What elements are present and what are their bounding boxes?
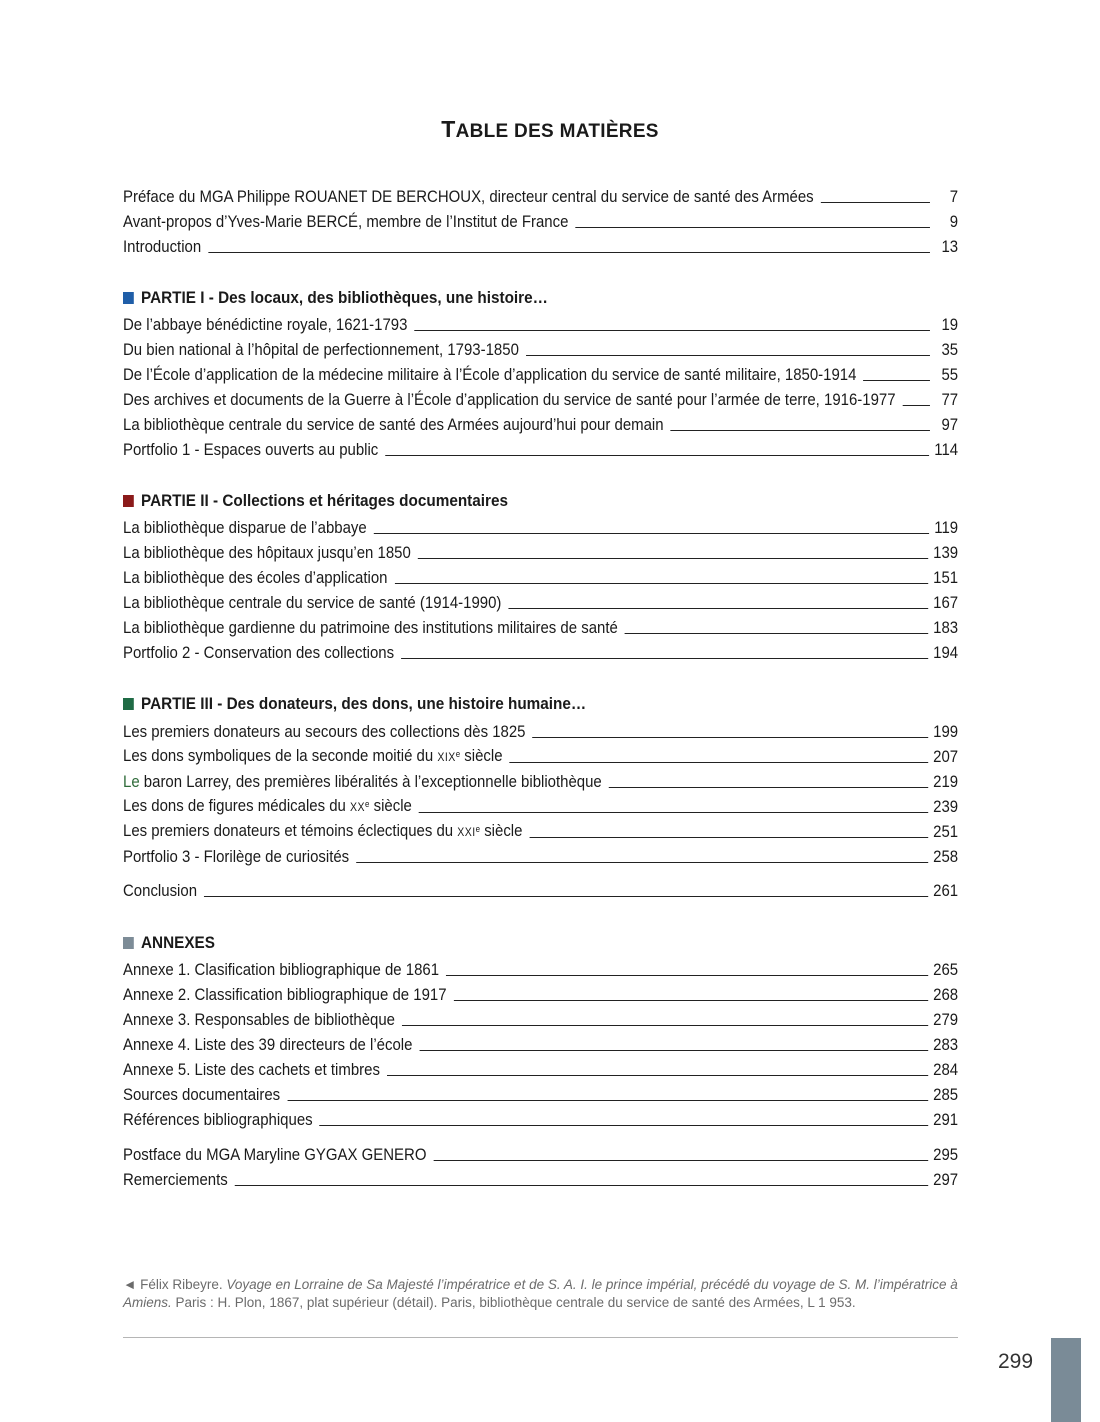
entry-label: Annexe 1. Clasification bibliographique de 1861 [123,960,440,979]
entry-page: 239 [933,797,959,816]
toc-entry[interactable] [123,980,958,1005]
entry-label: La bibliothèque disparue de l’abbaye [123,518,367,537]
leader-line [526,355,930,356]
label-text: Les dons de figures médicales du [123,796,351,815]
entry-page: 285 [933,1085,959,1104]
leader-line [385,455,929,456]
entry-page: 219 [933,772,959,791]
leader-line [419,812,928,813]
entry-page: 151 [933,568,959,587]
caption-details: Paris : H. Plon, 1867, plat supérieur (détail). Paris, bibliothèque centrale du service de santé des Armées, L 1 953. [171,1295,856,1310]
label-text: siècle [480,821,523,840]
entry-page: 194 [933,643,959,662]
entry-label: La bibliothèque centrale du service de santé (1914-1990) [123,593,502,612]
entry-label: Portfolio 1 - Espaces ouverts au public [123,440,379,459]
superscript: e [475,824,481,834]
part-1-title: PARTIE I - Des locaux, des bibliothèques, une histoire… [141,288,548,307]
toc-entry[interactable] [123,717,958,742]
leader-line [821,202,930,203]
toc-entry[interactable] [123,842,958,867]
annexes-heading [123,932,215,954]
leader-line [235,1185,928,1186]
label-text: siècle [460,746,503,765]
leader-line [510,762,928,763]
leader-line [903,405,930,406]
entry-label: Annexe 5. Liste des cachets et timbres [123,1060,380,1079]
label-text: Les dons symboliques de la seconde moitié du [123,746,438,765]
leader-line [387,1075,928,1076]
side-tab-marker [1051,1338,1081,1422]
part-3-color-square [123,698,134,710]
leader-line [402,1025,928,1026]
entry-label: Du bien national à l’hôpital de perfectionnement, 1793-1850 [123,340,519,359]
leader-line [374,533,929,534]
entry-label: Les premiers donateurs au secours des collections dès 1825 [123,722,526,741]
annexes-color-square [123,937,134,949]
entry-label: Des archives et documents de la Guerre à l’École d’application du service de santé pour l’armée de terre, 1916-1977 [123,390,896,409]
entry-page: 9 [949,212,959,231]
leader-line [609,787,928,788]
entry-label: La bibliothèque des écoles d’application [123,568,388,587]
entry-page: 265 [933,960,959,979]
title-initial: T [441,116,456,142]
toc-entry[interactable] [123,767,958,792]
century-numeral: XIX [437,750,456,764]
entry-page: 139 [933,543,959,562]
part-2-title: PARTIE II - Collections et héritages documentaires [141,491,509,510]
leader-line [320,1125,928,1126]
leader-line [533,737,928,738]
toc-entry[interactable] [123,385,958,410]
entry-page: 55 [941,365,959,384]
entry-label: Références bibliographiques [123,1110,313,1129]
toc-entry[interactable] [123,742,958,767]
leader-line [454,1000,928,1001]
toc-entry[interactable] [123,563,958,588]
toc-entry[interactable] [123,588,958,613]
label-text: baron Larrey, des premières libéralités à l’exceptionnelle bibliothèque [139,772,602,791]
title-rest: ABLE DES MATIÈRES [455,121,659,142]
leader-line [625,633,928,634]
entry-page: 207 [933,747,959,766]
entry-page: 284 [933,1060,959,1079]
caption-title: Voyage en Lorraine de Sa Majesté l’impératrice et de S. A. I. le prince impérial, précédé du voyage de S. M. l’impératrice à Amiens. [123,1277,958,1310]
superscript: e [365,799,370,809]
century-numeral: XX [350,800,366,814]
entry-label: Annexe 3. Responsables de bibliothèque [123,1010,395,1029]
part-1-color-square [123,292,134,304]
leader-line [863,380,929,381]
entry-label: Annexe 2. Classification bibliographique de 1917 [123,985,447,1004]
toc-entry-avant-propos[interactable] [123,207,958,232]
entry-label: Introduction [123,237,202,256]
leader-line [418,558,928,559]
entry-page: 35 [941,340,959,359]
entry-page: 258 [933,847,959,866]
entry-page: 279 [933,1010,959,1029]
entry-label [123,772,609,792]
page-number: 299 [998,1350,1034,1373]
part-2-color-square [123,495,134,507]
label-text: Les premiers donateurs et témoins éclectiques du [123,821,458,840]
toc-entry[interactable] [123,513,958,538]
superscript: e [455,749,461,759]
entry-page: 119 [934,518,959,537]
entry-page: 114 [934,440,959,459]
label-article: Le [123,772,140,791]
page-title [0,116,1100,143]
entry-page: 268 [933,985,959,1004]
entry-page: 13 [941,237,959,256]
left-arrow-icon: ◄ [123,1277,137,1292]
part-1-heading [123,287,548,309]
leader-line [419,1050,927,1051]
entry-label: La bibliothèque des hôpitaux jusqu’en 1850 [123,543,411,562]
entry-page: 199 [933,722,959,741]
entry-page: 97 [941,415,959,434]
caption-divider [123,1337,958,1338]
toc-entry[interactable] [123,538,958,563]
leader-line [208,252,930,253]
toc-entry[interactable] [123,613,958,638]
image-caption [123,1276,958,1312]
annexes-title: ANNEXES [141,933,215,952]
toc-entry[interactable] [123,955,958,980]
entry-label: De l’abbaye bénédictine royale, 1621-1793 [123,315,408,334]
entry-page: 7 [949,187,959,206]
toc-entry[interactable] [123,817,958,842]
entry-label: Préface du MGA Philippe ROUANET DE BERCHOUX, directeur central du service de santé des Armées [123,187,814,206]
toc-entry[interactable] [123,1030,958,1055]
entry-page: 283 [933,1035,959,1054]
leader-line [356,862,928,863]
entry-label [123,746,510,767]
entry-label: Conclusion [123,881,198,900]
toc-entry[interactable] [123,1105,958,1130]
toc-entry[interactable] [123,360,958,385]
toc-entry[interactable] [123,1005,958,1030]
entry-page: 167 [933,593,959,612]
part-3-heading [123,693,586,715]
entry-label: Sources documentaires [123,1085,281,1104]
toc-entry[interactable] [123,310,958,335]
entry-label: La bibliothèque centrale du service de santé des Armées aujourd’hui pour demain [123,415,664,434]
toc-entry[interactable] [123,435,958,460]
entry-page: 251 [933,822,959,841]
toc-entry-introduction[interactable] [123,232,958,257]
part-3-title: PARTIE III - Des donateurs, des dons, une histoire humaine… [141,694,587,713]
entry-label [123,821,529,842]
entry-label: Annexe 4. Liste des 39 directeurs de l’école [123,1035,413,1054]
leader-line [671,430,930,431]
century-numeral: XXI [457,825,476,839]
leader-line [508,608,927,609]
entry-label: Portfolio 3 - Florilège de curiosités [123,847,350,866]
entry-label: Remerciements [123,1170,228,1189]
entry-page: 19 [941,315,959,334]
toc-entry-remerciements[interactable] [123,1165,958,1190]
leader-line [414,330,929,331]
toc-entry[interactable] [123,410,958,435]
entry-label: Postface du MGA Maryline GYGAX GENERO [123,1145,427,1164]
leader-line [575,227,930,228]
entry-page: 295 [933,1145,959,1164]
entry-label: De l’École d’application de la médecine militaire à l’École d’application du service de santé militaire, 1850-1914 [123,365,857,384]
toc-entry-postface[interactable] [123,1140,958,1165]
leader-line [446,975,928,976]
toc-entry[interactable] [123,792,958,817]
leader-line [401,658,928,659]
label-text: siècle [369,796,412,815]
leader-line [529,837,927,838]
entry-page: 291 [933,1110,959,1129]
caption-author: Félix Ribeyre. [136,1277,227,1292]
entry-label: Avant-propos d’Yves-Marie BERCÉ, membre de l’Institut de France [123,212,569,231]
leader-line [395,583,928,584]
entry-label [123,796,419,817]
toc-entry[interactable] [123,1080,958,1105]
part-2-heading [123,490,508,512]
entry-page: 77 [941,390,959,409]
toc-entry-preface[interactable] [123,182,958,207]
entry-page: 183 [933,618,959,637]
leader-line [287,1100,928,1101]
toc-entry[interactable] [123,335,958,360]
toc-entry[interactable] [123,638,958,663]
leader-line [434,1160,928,1161]
leader-line [204,896,928,897]
entry-label: La bibliothèque gardienne du patrimoine des institutions militaires de santé [123,618,618,637]
entry-page: 297 [933,1170,959,1189]
entry-page: 261 [933,881,959,900]
toc-entry[interactable] [123,1055,958,1080]
entry-label: Portfolio 2 - Conservation des collections [123,643,395,662]
toc-entry-conclusion[interactable] [123,876,958,901]
